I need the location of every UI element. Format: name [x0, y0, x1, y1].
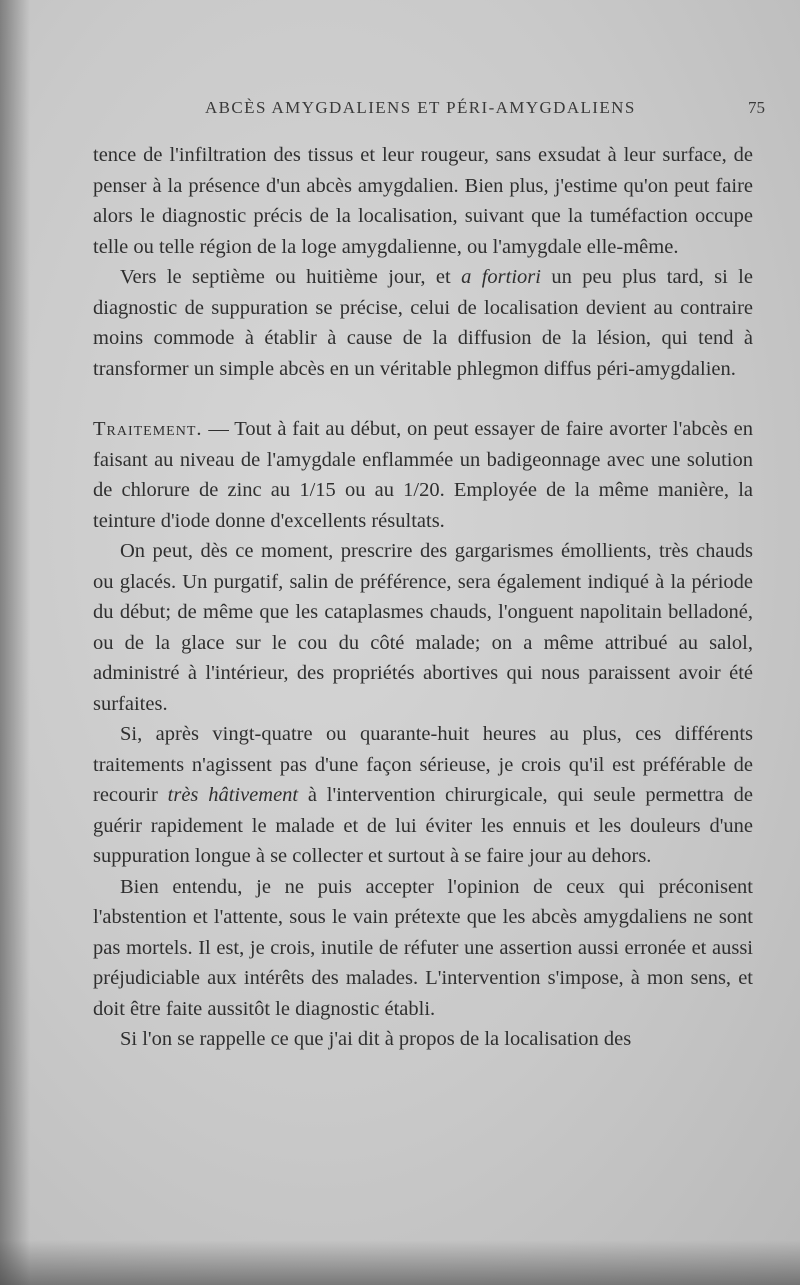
paragraph-5 — [93, 719, 753, 872]
paragraph-2-text-a: Vers le septième ou huitième jour, et — [120, 266, 462, 288]
paragraph-2 — [93, 262, 753, 384]
paragraph-5-italic: très hâtivement — [167, 784, 299, 806]
bottom-edge-shadow — [0, 1240, 800, 1285]
paragraph-5-text-a: Si, après vingt-quatre ou quarante-huit heures au plus, ces différents traitements n'agissent pas d'une façon sérieuse, je crois qu'il est préférable de recourir — [93, 723, 753, 806]
paragraph-6: Bien entendu, je ne puis accepter l'opinion de ceux qui préconisent l'abstention et l'attente, sous le vain prétexte que les abcès amygdaliens ne sont pas mortels. Il est, je crois, inutile de réfuter une assertion aussi erronée et aussi préjudiciable aux intérêts des malades. L'intervention s'impose, à mon sens, et doit être faite aussitôt le diagnostic établi. — [93, 875, 753, 1020]
paragraph-3 — [93, 414, 753, 536]
paragraph-4: On peut, dès ce moment, prescrire des gargarismes émollients, très chauds ou glacés. Un purgatif, salin de préférence, sera également indiqué à la période du début; de même que les cataplasmes chauds, l'onguent napolitain belladoné, ou de la glace sur le cou du côté malade; on a même attribué au salol, administré à l'intérieur, des propriétés abortives qui nous paraissent avoir été surfaites. — [93, 540, 753, 715]
paragraph-2-text-b: un peu plus tard, si le diagnostic de suppuration se précise, celui de localisation devient au contraire moins commode à établir à cause de la diffusion de la lésion, qui tend à transformer un simple abcès en un véritable phlegmon diffus péri-amygdalien. — [93, 266, 753, 380]
binding-shadow — [0, 0, 30, 1285]
page-header — [205, 98, 765, 126]
paragraph-7: Si l'on se rappelle ce que j'ai dit à propos de la localisation des — [120, 1028, 632, 1050]
page-number: 75 — [748, 98, 765, 117]
paragraph-2-italic: a fortiori — [461, 266, 541, 288]
paragraph-1: tence de l'infiltration des tissus et leur rougeur, sans exsudat à leur surface, de penser à la présence d'un abcès amygdalien. Bien plus, j'estime qu'on peut faire alors le diagnostic précis de la localisation, suivant que la tuméfaction occupe telle ou telle région de la loge amygdalienne, ou l'amygdale elle-même. — [93, 144, 753, 258]
section-heading: Traitement. — [93, 418, 203, 440]
paragraph-5-text-b: à l'intervention chirurgicale, qui seule permettra de guérir rapidement le malade et de lui éviter les ennuis et les douleurs d'une suppuration longue à se collecter et surtout à se faire jour au dehors. — [93, 784, 753, 867]
paragraph-3-text: — Tout à fait au début, on peut essayer de faire avorter l'abcès en faisant au niveau de l'amygdale enflammée un badigeonnage avec une solution de chlorure de zinc au 1/15 ou au 1/20. Employée de la même manière, la teinture d'iode donne d'excellents résultats. — [93, 418, 753, 532]
running-head: ABCÈS AMYGDALIENS ET PÉRI-AMYGDALIENS — [205, 98, 636, 117]
body-text — [93, 140, 753, 1055]
